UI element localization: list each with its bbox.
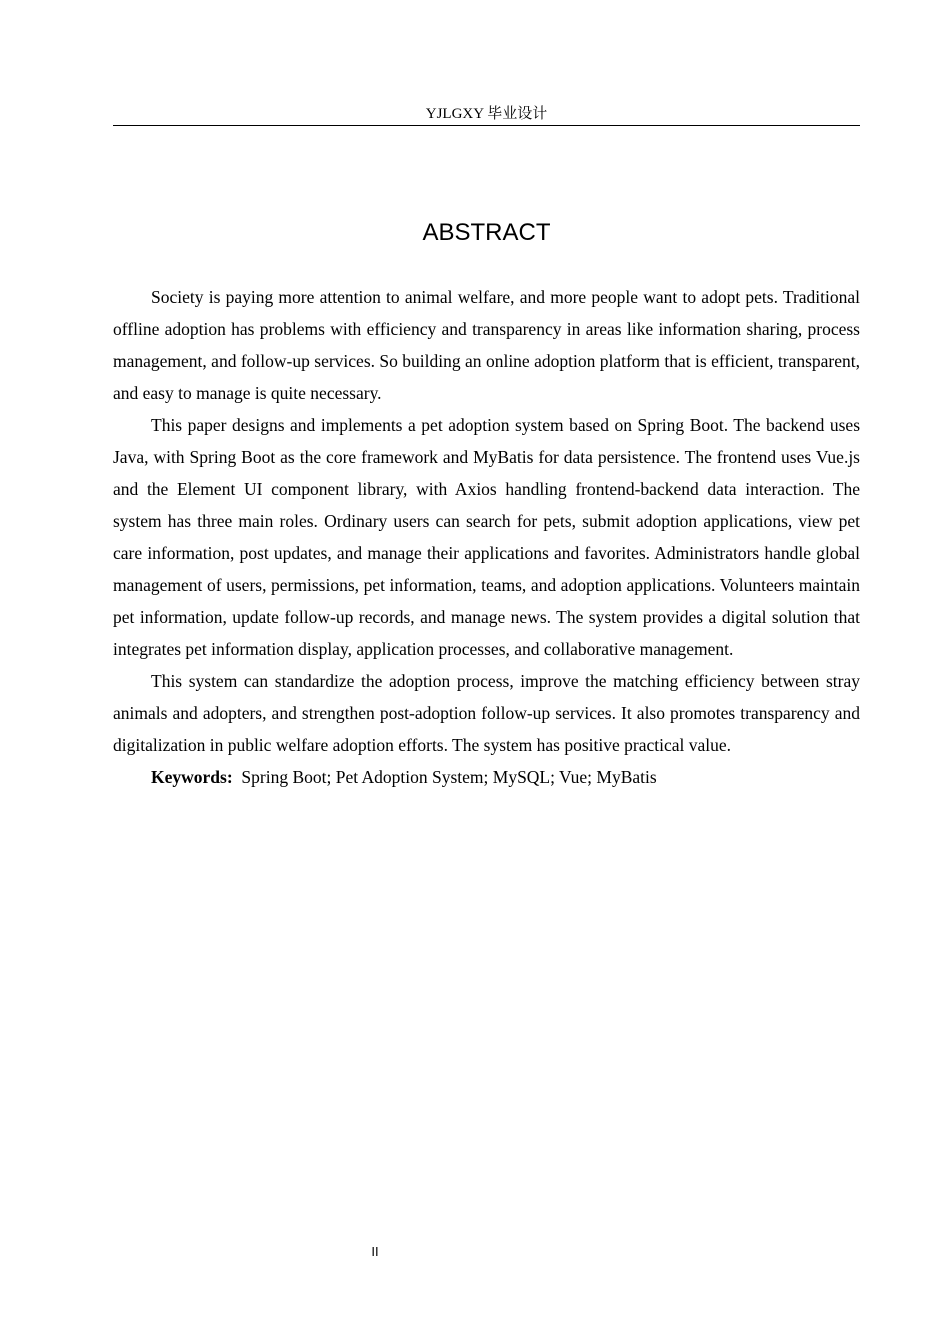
keywords-label: Keywords: [151,767,233,787]
abstract-title: ABSTRACT [422,219,551,246]
header-text: YJLGXY 毕业设计 [425,106,548,122]
page-number: II [371,1244,379,1259]
abstract-body [113,281,860,793]
keywords-line [113,761,860,793]
abstract-paragraph-1: Society is paying more attention to animal welfare, and more people want to adopt pets. Traditional offline adoption has problems with efficiency and transparency in areas like information sharing, process management, and follow-up services. So building an online adoption platform that is efficient, transparent, and easy to manage is quite necessary. [113,287,860,403]
keywords-text: Spring Boot; Pet Adoption System; MySQL; Vue; MyBatis [241,767,657,787]
abstract-paragraph-2: This paper designs and implements a pet adoption system based on Spring Boot. The backend uses Java, with Spring Boot as the core framework and MyBatis for data persistence. The frontend uses Vue.js and the Element UI component library, with Axios handling frontend-backend data interaction. The system has three main roles. Ordinary users can search for pets, submit adoption applications, view pet care information, post updates, and manage their applications and favorites. Administrators handle global management of users, permissions, pet information, teams, and adoption applications. Volunteers maintain pet information, update follow-up records, and manage news. The system provides a digital solution that integrates pet information display, application processes, and collaborative management. [113,415,860,659]
page-header [113,104,860,126]
abstract-paragraph-3: This system can standardize the adoption process, improve the matching efficiency between stray animals and adopters, and strengthen post-adoption follow-up services. It also promotes transparency and digitalization in public welfare adoption efforts. The system has positive practical value. [113,671,860,755]
